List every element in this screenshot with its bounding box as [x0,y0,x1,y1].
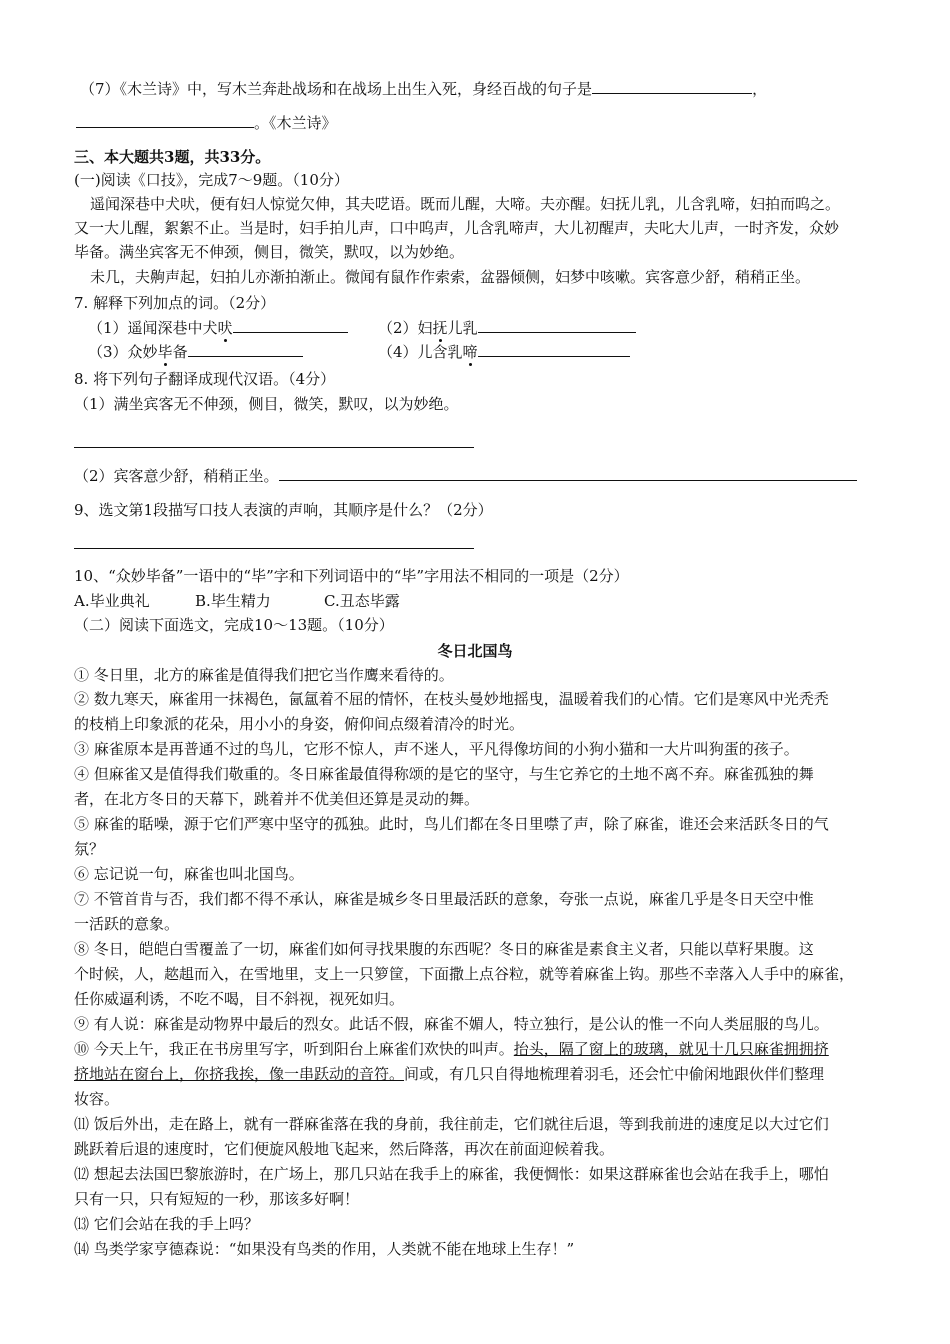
article-line: ⑿ 想起去法国巴黎旅游时，在广场上，那几只站在我手上的麻雀，我便惆怅：如果这群麻雀也会站在我手上，哪怕 [74,1165,829,1183]
article-line: ⑤ 麻雀的聒噪，源于它们严寒中坚守的孤独。此时，鸟儿们都在冬日里噤了声，除了麻雀，谁还会来活跃冬日的气 [74,815,829,833]
q7-poem-comma: ， [752,80,768,98]
answer-blank[interactable] [478,340,630,357]
article-title: 冬日北国鸟 [437,642,513,660]
article-line: 的枝梢上印象派的花朵，用小小的身姿，俯仰间点缀着清冷的时光。 [74,715,525,733]
part2-intro: （二）阅读下面选文，完成10～13题。（10分） [74,616,394,634]
passage-line: 遥闻深巷中犬吠，便有妇人惊觉欠伸，其夫呓语。既而儿醒，大啼。夫亦醒。妇抚儿乳，儿含乳啼，妇拍而呜之。 [90,195,841,213]
underlined-sentence: 挤地站在窗台上，你挤我挨，像一串跃动的音符。 [74,1065,405,1083]
q8-stem: 8. 将下列句子翻译成现代汉语。（4分） [74,370,336,388]
article-line: 跳跃着后退的速度时，它们便旋风般地飞起来，然后降落，再次在前面迎候着我。 [74,1140,615,1158]
q10-option-c: C.丑态毕露 [324,592,400,610]
answer-blank[interactable] [188,340,303,357]
dotted-word: 吠 [217,319,233,337]
answer-line[interactable] [74,548,474,549]
article-line: ② 数九寒天，麻雀用一抹褐色，氤氲着不屈的情怀，在枝头曼妙地摇曳，温暖着我们的心情。它们是寒风中光秃秃 [74,690,829,708]
answer-blank[interactable] [592,77,752,94]
q7-item-text: （2）妇 [378,319,433,337]
article-line: ⑾ 饭后外出，走在路上，就有一群麻雀落在我的身前，我往前走，它们就往后退，等到我前进的速度足以大过它们 [74,1115,829,1133]
q7-stem: 7. 解释下列加点的词。（2分） [74,294,276,312]
article-line: ⑥ 忘记说一句，麻雀也叫北国鸟。 [74,865,304,883]
article-line: 氛？ [74,840,105,858]
dotted-word: 抚 [432,319,448,337]
article-line: 个时候，人，趑趄而入，在雪地里，支上一只箩筐，下面撒上点谷粒，就等着麻雀上钩。那些不幸落入人手中的麻雀， [74,965,855,983]
article-line: 者，在北方冬日的天幕下，跳着并不优美但还算是灵动的舞。 [74,790,480,808]
q7-item-1 [88,316,348,339]
q7-item-text: （4）儿含乳 [378,343,463,361]
article-line: ⒁ 鸟类学家亨德森说：“如果没有鸟类的作用，人类就不能在地球上生存！” [74,1240,575,1258]
article-text: 间或，有几只自得地梳理着羽毛，还会忙中偷闲地跟伙伴们整理 [404,1065,825,1083]
q10-option-b: B.毕生精力 [195,592,271,610]
article-text: ⑩ 今天上午，我正在书房里写字，听到阳台上麻雀们欢快的叫声。 [74,1040,514,1058]
q7-item-text: 备 [172,343,188,361]
article-line: 一活跃的意象。 [74,915,180,933]
part1-intro: (一)阅读《口技》，完成7～9题。（10分） [74,171,349,189]
q7-poem-suffix: 。《木兰诗》 [254,114,337,132]
article-line: ⑧ 冬日，皑皑白雪覆盖了一切，麻雀们如何寻找果腹的东西呢？冬日的麻雀是素食主义者，只能以草籽果腹。这 [74,940,814,958]
article-line: ③ 麻雀原本是再普通不过的鸟儿，它形不惊人，声不迷人，平凡得像坊间的小狗小猫和一大片叫狗蛋的孩子。 [74,740,799,758]
article-line: 只有一只，只有短短的一秒，那该多好啊！ [74,1190,360,1208]
underlined-sentence: 抬头，隔了窗上的玻璃，就见十几只麻雀拥拥挤 [513,1040,829,1058]
passage-line: 未几，夫齁声起，妇拍儿亦渐拍渐止。微闻有鼠作作索索，盆器倾侧，妇梦中咳嗽。宾客意少舒，稍稍正坐。 [90,268,811,286]
q8-sentence-1: （1）满坐宾客无不伸颈，侧目，微笑，默叹，以为妙绝。 [74,395,459,413]
q8-sentence-2: （2）宾客意少舒，稍稍正坐。 [74,467,279,485]
answer-line[interactable] [74,447,474,448]
q7-poem-prefix: （7）《木兰诗》中，写木兰奔赴战场和在战场上出生入死，身经百战的句子是 [80,80,593,98]
passage-line: 又一大儿醒，絮絮不止。当是时，妇手拍儿声，口中呜声，儿含乳啼声，大儿初醒声，夫叱大儿声，一时齐发，众妙 [74,219,840,237]
q7-item-3 [88,340,303,363]
dotted-word: 啼 [462,343,478,361]
answer-blank[interactable] [76,111,254,128]
section-heading: 三、本大题共3题，共33分。 [74,148,271,166]
q7-item-text: （3）众妙 [88,343,158,361]
passage-line: 毕备。满坐宾客无不伸颈，侧目，微笑，默叹，以为妙绝。 [74,243,465,261]
article-line: 妆容。 [74,1090,120,1108]
q10-stem: 10、“众妙毕备”一语中的“毕”字和下列词语中的“毕”字用法不相同的一项是（2分） [74,567,629,585]
article-line: ⑨ 有人说：麻雀是动物界中最后的烈女。此话不假，麻雀不媚人，特立独行，是公认的惟一不向人类屈服的鸟儿。 [74,1015,829,1033]
article-line: ⒀ 它们会站在我的手上吗？ [74,1215,259,1233]
article-line: 任你威逼利诱，不吃不喝，目不斜视，视死如归。 [74,990,405,1008]
q7-item-text: （1）遥闻深巷中犬 [88,319,218,337]
answer-blank[interactable] [233,316,348,333]
q10-option-a: A.毕业典礼 [74,592,150,610]
article-paragraph-10 [74,1038,829,1060]
article-line: ① 冬日里，北方的麻雀是值得我们把它当作鹰来看待的。 [74,666,454,684]
q7-poem-line [80,77,767,100]
q9-stem: 9、选文第1段描写口技人表演的声响，其顺序是什么？（2分） [74,501,493,519]
q8-sentence-2-line [74,464,857,487]
dotted-word: 毕 [157,343,173,361]
q7-item-2 [378,316,636,339]
q7-item-4 [378,340,630,363]
article-line [74,1063,824,1085]
article-line: ④ 但麻雀又是值得我们敬重的。冬日麻雀最值得称颂的是它的坚守，与生它养它的土地不离不弃。麻雀孤独的舞 [74,765,814,783]
q7-item-text: 儿乳 [447,319,478,337]
answer-blank[interactable] [478,316,636,333]
article-line: ⑦ 不管首肯与否，我们都不得不承认，麻雀是城乡冬日里最活跃的意象，夸张一点说，麻雀几乎是冬日天空中惟 [74,890,814,908]
q7-poem-line-2 [76,111,337,134]
answer-blank[interactable] [279,464,857,481]
